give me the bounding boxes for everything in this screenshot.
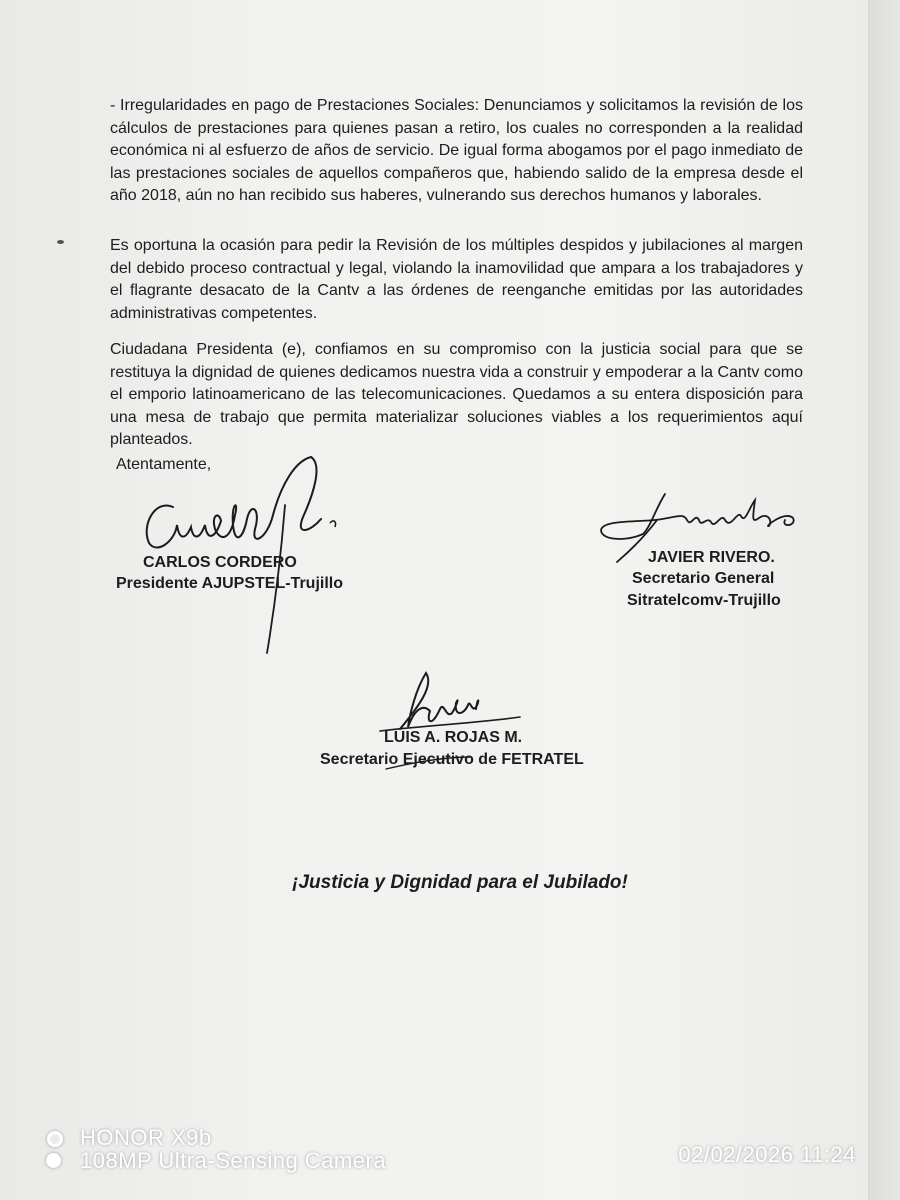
signatory-2-name: JAVIER RIVERO. [648,549,775,566]
watermark-camera: 108MP Ultra-Sensing Camera [80,1148,387,1173]
paragraph-despidos: Es oportuna la ocasión para pedir la Revisión de los múltiples despidos y jubilaciones al margen del debido proceso contractual y legal, violando la inamovilidad que ampara a los trabajadores y el flagrante desacato de la Cantv a las órdenes de reenganche emitidas por las autoridades administrativas competentes. [110,237,803,322]
signatory-3-name: LUIS A. ROJAS M. [384,729,523,746]
signatory-2-organization: Sitratelcomv-Trujillo [627,592,781,609]
watermark-ring-icon [47,1131,63,1147]
paragraph-prestaciones: - Irregularidades en pago de Prestaciones Sociales: Denunciamos y solicitamos la revisión de los cálculos de prestaciones para quienes pasan a retiro, los cuales no corresponden a la realidad económica ni al esfuerzo de años de servicio. De igual forma abogamos por el pago inmediato de las prestaciones sociales de aquellos compañeros que, habiendo salido de la empresa desde el año 2018, aún no han recibido sus haberes, vulnerando sus derechos humanos y laborales. [110,97,803,204]
paper-edge-shadow [868,0,900,1200]
watermark-timestamp: 02/02/2026 11:24 [678,1142,856,1167]
signatory-1-name: CARLOS CORDERO [143,554,297,571]
closing-salutation: Atentamente, [116,456,212,473]
ink-speck [57,240,64,244]
paragraph-presidenta: Ciudadana Presidenta (e), confiamos en su compromiso con la justicia social para que se restituya la dignidad de quienes dedicamos nuestra vida a construir y empoderar a la Cantv como el emporio latinoamericano de las telecomunicaciones. Quedamos a su entera disposición para una mesa de trabajo que permita materializar soluciones viables a los requerimientos aquí planteados. [110,341,803,448]
signatory-1-title: Presidente AJUPSTEL-Trujillo [116,575,344,592]
watermark-dot-icon [46,1153,61,1168]
watermark-device: HONOR X9b [80,1125,212,1150]
signatory-3-title: Secretario Ejecutivo de FETRATEL [320,751,584,768]
motto: ¡Justicia y Dignidad para el Jubilado! [292,872,628,893]
signatory-2-title: Secretario General [632,570,775,587]
